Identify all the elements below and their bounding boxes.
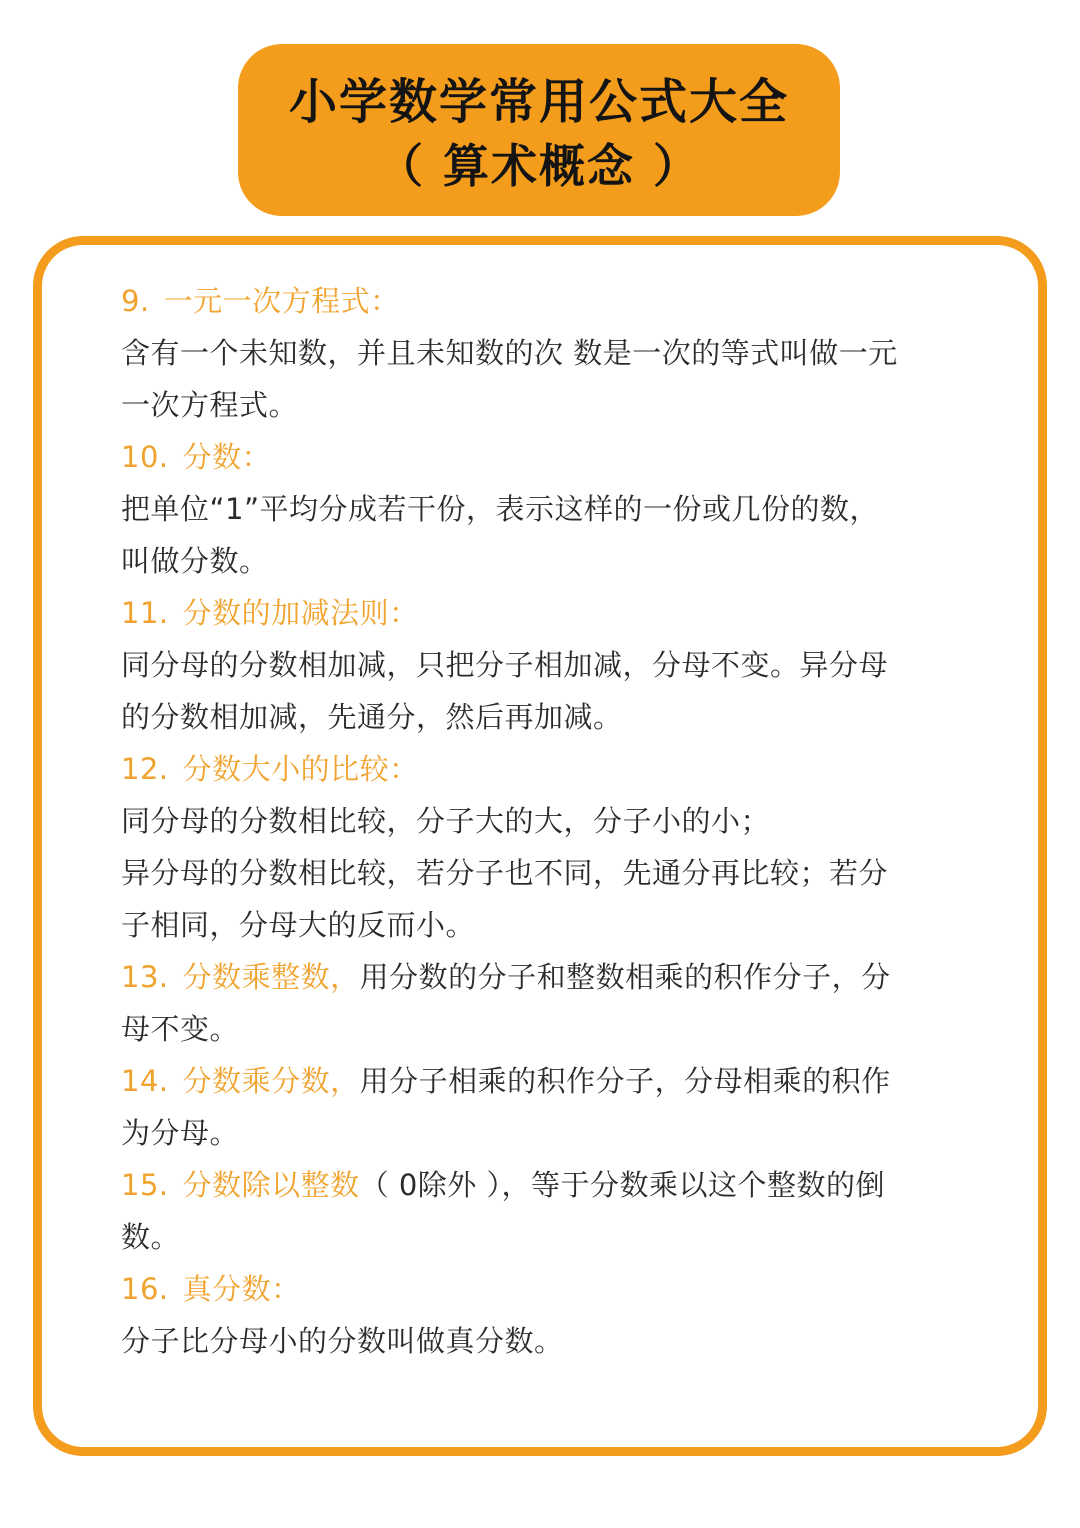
item-title: 分数：: [182, 440, 272, 474]
item-heading: [121, 1263, 941, 1315]
item-inline-text: 用分数的分子和整数相乘的积作分子，分: [359, 960, 891, 994]
item-heading: [121, 275, 941, 327]
item-title: 分数大小的比较：: [182, 752, 419, 786]
item-title: 分数的加减法则：: [182, 596, 419, 630]
item-number: 9.: [121, 284, 150, 318]
item-number: 11.: [121, 596, 169, 630]
page-title: 小学数学常用公式大全: [288, 74, 789, 130]
item-text: 母不变。: [121, 1012, 240, 1046]
item-text: 为分母。: [121, 1116, 240, 1150]
item-inline-text: 用分子相乘的积作分子，分母相乘的积作: [359, 1064, 891, 1098]
item-text: 分子比分母小的分数叫做真分数。: [121, 1324, 564, 1358]
item-number: 16.: [121, 1272, 169, 1306]
item-heading: [121, 587, 941, 639]
item-text: 的分数相加减，先通分，然后再加减。: [121, 700, 623, 734]
item-heading: [121, 1055, 941, 1107]
item-title: 分数除以整数: [182, 1168, 360, 1202]
page-subtitle: （ 算术概念 ）: [376, 139, 702, 193]
item-text: 叫做分数。: [121, 544, 269, 578]
item-text: 异分母的分数相比较，若分子也不同，先通分再比较；若分: [121, 856, 889, 890]
item-number: 12.: [121, 752, 169, 786]
item-text: 同分母的分数相比较，分子大的大，分子小的小；: [121, 804, 771, 838]
item-text: 含有一个未知数，并且未知数的次 数是一次的等式叫做一元: [121, 336, 898, 370]
formula-list: [121, 275, 941, 1367]
item-text: 一次方程式。: [121, 388, 299, 422]
item-heading: [121, 1159, 941, 1211]
item-text: 子相同，分母大的反而小。: [121, 908, 476, 942]
item-number: 13.: [121, 960, 169, 994]
item-heading: [121, 431, 941, 483]
item-title: 真分数：: [182, 1272, 301, 1306]
item-heading: [121, 743, 941, 795]
item-number: 15.: [121, 1168, 169, 1202]
item-text: 同分母的分数相加减，只把分子相加减，分母不变。异分母: [121, 648, 889, 682]
item-number: 10.: [121, 440, 169, 474]
item-number: 14.: [121, 1064, 169, 1098]
item-title: 一元一次方程式：: [163, 284, 400, 318]
item-title: 分数乘分数，: [182, 1064, 360, 1098]
item-text: 把单位“1”平均分成若干份，表示这样的一份或几份的数，: [121, 492, 879, 526]
item-heading: [121, 951, 941, 1003]
item-inline-text: （ 0除外 ），等于分数乘以这个整数的倒: [359, 1168, 886, 1202]
title-banner: [238, 44, 840, 216]
item-title: 分数乘整数，: [182, 960, 360, 994]
item-text: 数。: [121, 1220, 181, 1254]
